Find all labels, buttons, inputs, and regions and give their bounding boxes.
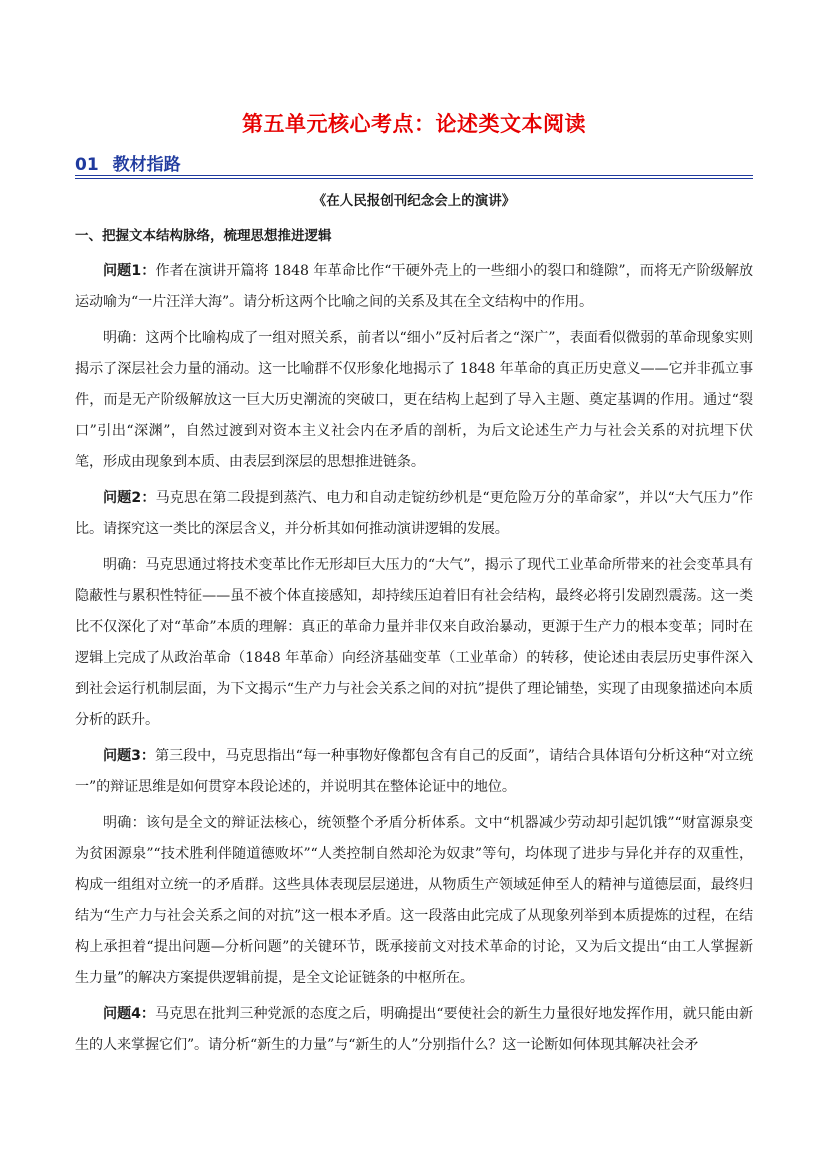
answer-1-paragraph xyxy=(75,323,753,478)
question-3-paragraph xyxy=(75,741,753,803)
question-3-label: 问题3： xyxy=(103,748,155,764)
body-text xyxy=(75,256,753,1066)
question-3-text: 第三段中，马克思指出“每一种事物好像都包含有自己的反面”，请结合具体语句分析这种“对立统一”的辩证思维是如何贯穿本段论述的，并说明其在整体论证中的地位。 xyxy=(75,748,753,795)
answer-2-paragraph xyxy=(75,550,753,736)
section-rule-bottom xyxy=(75,178,753,179)
question-4-paragraph xyxy=(75,999,753,1061)
answer-3-paragraph xyxy=(75,808,753,994)
answer-2-text: 明确：马克思通过将技术变革比作无形却巨大压力的“大气”，揭示了现代工业革命所带来的社会变革具有隐蔽性与累积性特征——虽不被个体直接感知，却持续压迫着旧有社会结构，最终必将引发剧烈震荡。这一类比不仅深化了对“革命”本质的理解：真正的革命力量并非仅来自政治暴动，更源于生产力的根本变革；同时在逻辑上完成了从政治革命（1848 年革命）向经济基础变革（工业革命）的转移，使论述由表层历史事件深入到社会运行机制层面，为下文揭示“生产力与社会关系之间的对抗”提供了理论铺垫，实现了由现象描述向本质分析的跃升。 xyxy=(75,557,753,728)
question-1-label: 问题1： xyxy=(103,263,156,279)
section-rule-top xyxy=(75,175,753,176)
page-title: 第五单元核心考点：论述类文本阅读 xyxy=(242,112,586,136)
question-4-label: 问题4： xyxy=(103,1006,155,1022)
question-2-text: 马克思在第二段提到蒸汽、电力和自动走锭纺纱机是“更危险万分的革命家”，并以“大气压力”作比。请探究这一类比的深层含义，并分析其如何推动演讲逻辑的发展。 xyxy=(75,490,754,537)
answer-3-text: 明确：该句是全文的辩证法核心，统领整个矛盾分析体系。文中“机器减少劳动却引起饥饿”“财富源泉变为贫困源泉”“技术胜利伴随道德败坏”“人类控制自然却沦为奴隶”等句，均体现了进步与异化并存的双重性，构成一组组对立统一的矛盾群。这些具体表现层层递进，从物质生产领域延伸至人的精神与道德层面，最终归结为“生产力与社会关系之间的对抗”这一根本矛盾。这一段落由此完成了从现象列举到本质提炼的过程，在结构上承担着“提出问题—分析问题”的关键环节，既承接前文对技术革命的讨论，又为后文提出“由工人掌握新生力量”的解决方案提供逻辑前提，是全文论证链条的中枢所在。 xyxy=(75,815,753,986)
question-2-paragraph xyxy=(75,483,753,545)
answer-1-text: 明确：这两个比喻构成了一组对照关系，前者以“细小”反衬后者之“深广”，表面看似微弱的革命现象实则揭示了深层社会力量的涌动。这一比喻群不仅形象化地揭示了 1848 年革命的真正历史意义——它并非孤立事件，而是无产阶级解放这一巨大历史潮流的突破口，更在结构上起到了导入主题、奠定基调的作用。通过“裂口”引出“深渊”，自然过渡到对资本主义社会内在矛盾的剖析，为后文论述生产力与社会关系的对抗埋下伏笔，形成由现象到本质、由表层到深层的思想推进链条。 xyxy=(75,330,753,470)
question-2-label: 问题2： xyxy=(103,490,156,506)
question-1-text: 作者在演讲开篇将 1848 年革命比作“干硬外壳上的一些细小的裂口和缝隙”，而将无产阶级解放运动喻为“一片汪洋大海”。请分析这两个比喻之间的关系及其在全文结构中的作用。 xyxy=(75,263,754,310)
question-1-paragraph xyxy=(75,256,753,318)
text-title: 《在人民报创刊纪念会上的演讲》 xyxy=(312,193,516,209)
question-4-text: 马克思在批判三种党派的态度之后，明确提出“要使社会的新生力量很好地发挥作用，就只能由新生的人来掌握它们”。请分析“新生的力量”与“新生的人”分别指什么？这一论断如何体现其解决社会矛 xyxy=(75,1006,754,1053)
section-number: 01 xyxy=(75,155,99,175)
part-heading: 一、把握文本结构脉络，梳理思想推进逻辑 xyxy=(75,228,332,244)
section-label: 教材指路 xyxy=(112,155,181,175)
